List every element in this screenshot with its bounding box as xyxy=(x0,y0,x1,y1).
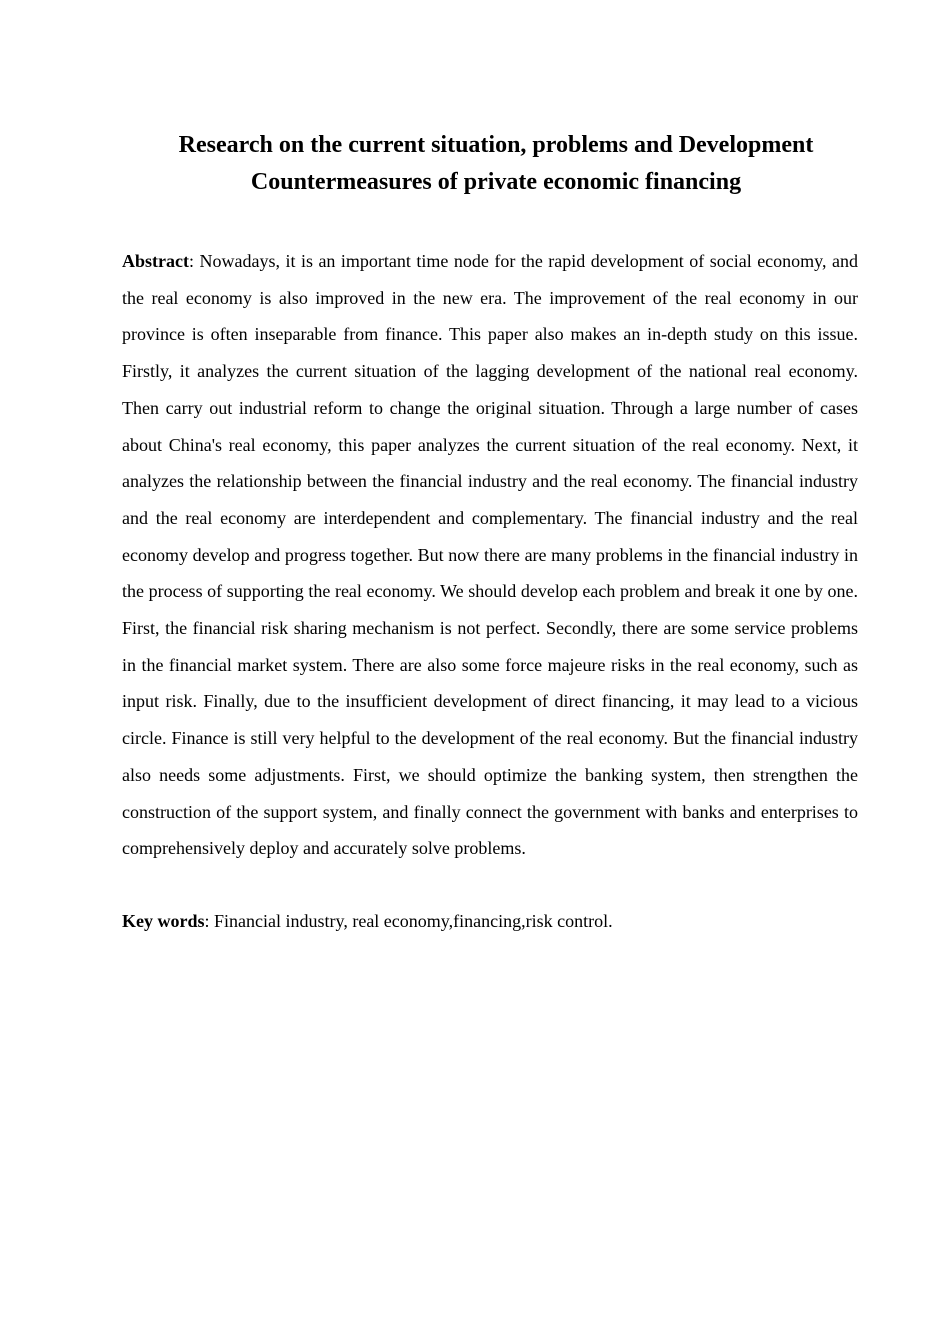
abstract-separator: : xyxy=(188,251,200,271)
keywords-label: Key words xyxy=(122,911,205,931)
abstract-label: Abstract xyxy=(122,251,189,271)
title-line-1: Research on the current situation, problems and Development xyxy=(178,132,814,158)
abstract-text: Nowadays, it is an important time node for the rapid development of social economy, and the real economy is also improved in the new era. The improvement of the real economy in our province is often inseparable from finance. This paper also makes an in-depth study on this issue. Firstly, it analyzes the current situation of the lagging development of the national real economy. Then carry out industrial reform to change the original situation. Through a large number of cases about China's real economy, this paper analyzes the current situation of the real economy. Next, it analyzes the relationship between the financial industry and the real economy. The financial industry and the real economy are interdependent and complementary. The financial industry and the real economy develop and progress together. But now there are many problems in the financial industry in the process of supporting the real economy. We should develop each problem and break it one by one. First, the financial risk sharing mechanism is not perfect. Secondly, there are some service problems in the financial market system. There are also some force majeure risks in the real economy, such as input risk. Finally, due to the insufficient development of direct financing, it may lead to a vicious circle. Finance is still very helpful to the development of the real economy. But the financial industry also needs some adjustments. First, we should optimize the banking system, then strengthen the construction of the support system, and finally connect the government with banks and enterprises to comprehensively deploy and accurately solve problems. xyxy=(122,251,858,859)
keywords-separator: : xyxy=(204,911,215,931)
abstract-paragraph xyxy=(122,243,858,867)
keywords-paragraph xyxy=(122,903,858,940)
page-title xyxy=(122,127,858,201)
title-line-2: Countermeasures of private economic financing xyxy=(250,169,742,195)
keywords-text: Financial industry, real economy,financing,risk control. xyxy=(214,911,613,931)
